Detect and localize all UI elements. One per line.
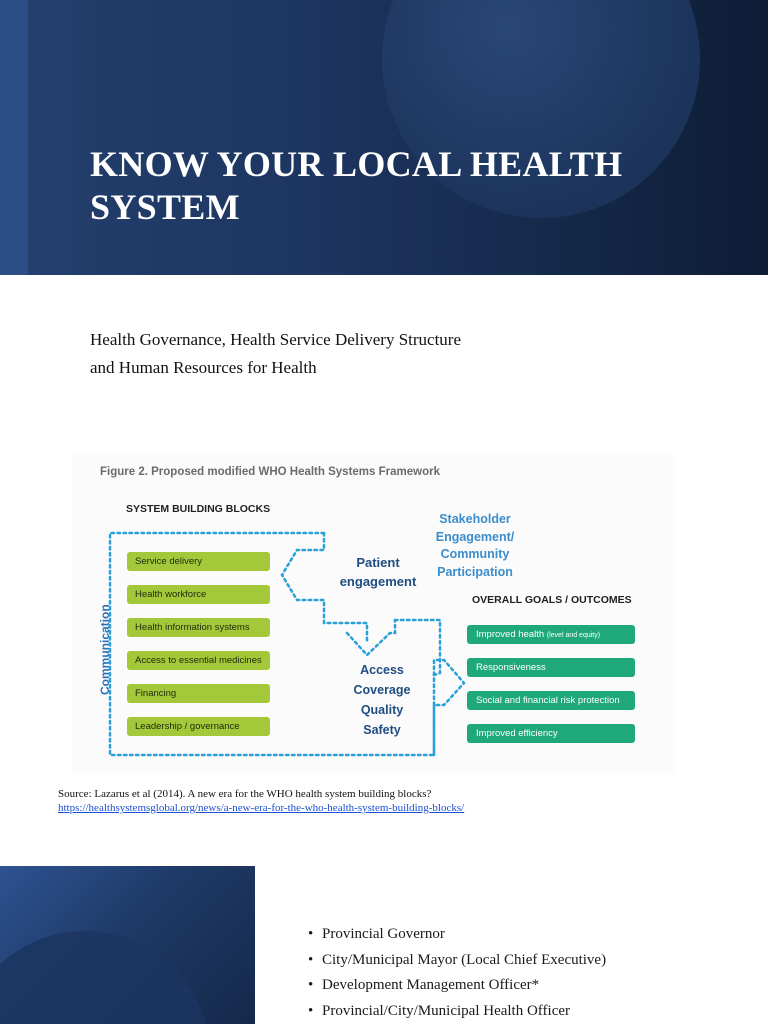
slide-title <box>90 143 730 229</box>
stakeholder-label <box>427 511 523 581</box>
health-systems-framework-figure <box>72 455 676 775</box>
title-banner <box>0 0 768 275</box>
outcome-safety: Safety <box>363 723 401 737</box>
goal-improved-efficiency-text: Improved efficiency <box>476 728 558 739</box>
stakeholder-line2: Engagement/ <box>435 529 515 544</box>
stakeholder-line4: Participation <box>437 564 513 579</box>
outcome-quality: Quality <box>360 703 404 717</box>
block-service-delivery: Service delivery <box>127 552 270 571</box>
list-item: • Provincial/City/Municipal Health Officer <box>308 999 606 1024</box>
block-health-information-systems: Health information systems <box>127 618 270 637</box>
outcome-coverage: Coverage <box>353 683 411 697</box>
goal-improved-health <box>467 625 635 644</box>
side-panel-decorative-circle <box>0 931 210 1024</box>
patient-engagement-line1: Patient <box>356 555 400 570</box>
list-item: • Provincial Governor <box>308 922 606 948</box>
goals-header: OVERALL GOALS / OUTCOMES <box>472 594 632 606</box>
source-link[interactable]: https://healthsystemsglobal.org/news/a-new-era-for-the-who-health-system-building-blocks/ <box>58 802 465 814</box>
stakeholder-line3: Community <box>440 547 510 561</box>
building-blocks-header: SYSTEM BUILDING BLOCKS <box>126 503 271 515</box>
block-access-essential-medicines: Access to essential medicines <box>127 651 270 670</box>
block-financing: Financing <box>127 684 270 703</box>
second-slide-side-panel <box>0 866 255 1024</box>
slide-subtitle <box>90 326 610 382</box>
goal-improved-health-text: Improved health <box>476 629 545 640</box>
goal-improved-health-note: (level and equity) <box>546 632 601 639</box>
subtitle-line2: and Human Resources for Health <box>90 358 317 377</box>
outcome-access: Access <box>360 663 404 677</box>
slide-title-line2: SYSTEM <box>90 187 240 227</box>
officials-list <box>308 922 606 1024</box>
list-item: • City/Municipal Mayor (Local Chief Executive) <box>308 948 606 974</box>
slide-title-line1: KNOW YOUR LOCAL HEALTH <box>90 144 623 184</box>
list-item: • Development Management Officer* <box>308 973 606 999</box>
stakeholder-line1: Stakeholder <box>439 512 511 526</box>
figure-title: Figure 2. Proposed modified WHO Health Systems Framework <box>100 466 440 478</box>
subtitle-line1: Health Governance, Health Service Delivery Structure <box>90 330 462 349</box>
patient-engagement-label <box>334 553 422 591</box>
patient-engagement-line2: engagement <box>339 574 417 589</box>
block-health-workforce: Health workforce <box>127 585 270 604</box>
goal-risk-protection <box>467 691 635 710</box>
block-leadership-governance: Leadership / governance <box>127 717 270 736</box>
goal-responsiveness-text: Responsiveness <box>476 662 546 673</box>
goal-improved-efficiency <box>467 724 635 743</box>
source-citation: Source: Lazarus et al (2014). A new era for the WHO health system building blocks? <box>58 788 432 800</box>
banner-accent-strip <box>0 0 28 275</box>
figure-source <box>58 787 464 815</box>
communication-label: Communication <box>98 604 112 695</box>
goal-risk-protection-text: Social and financial risk protection <box>476 695 620 706</box>
center-outcomes-label <box>340 660 424 740</box>
goal-responsiveness <box>467 658 635 677</box>
